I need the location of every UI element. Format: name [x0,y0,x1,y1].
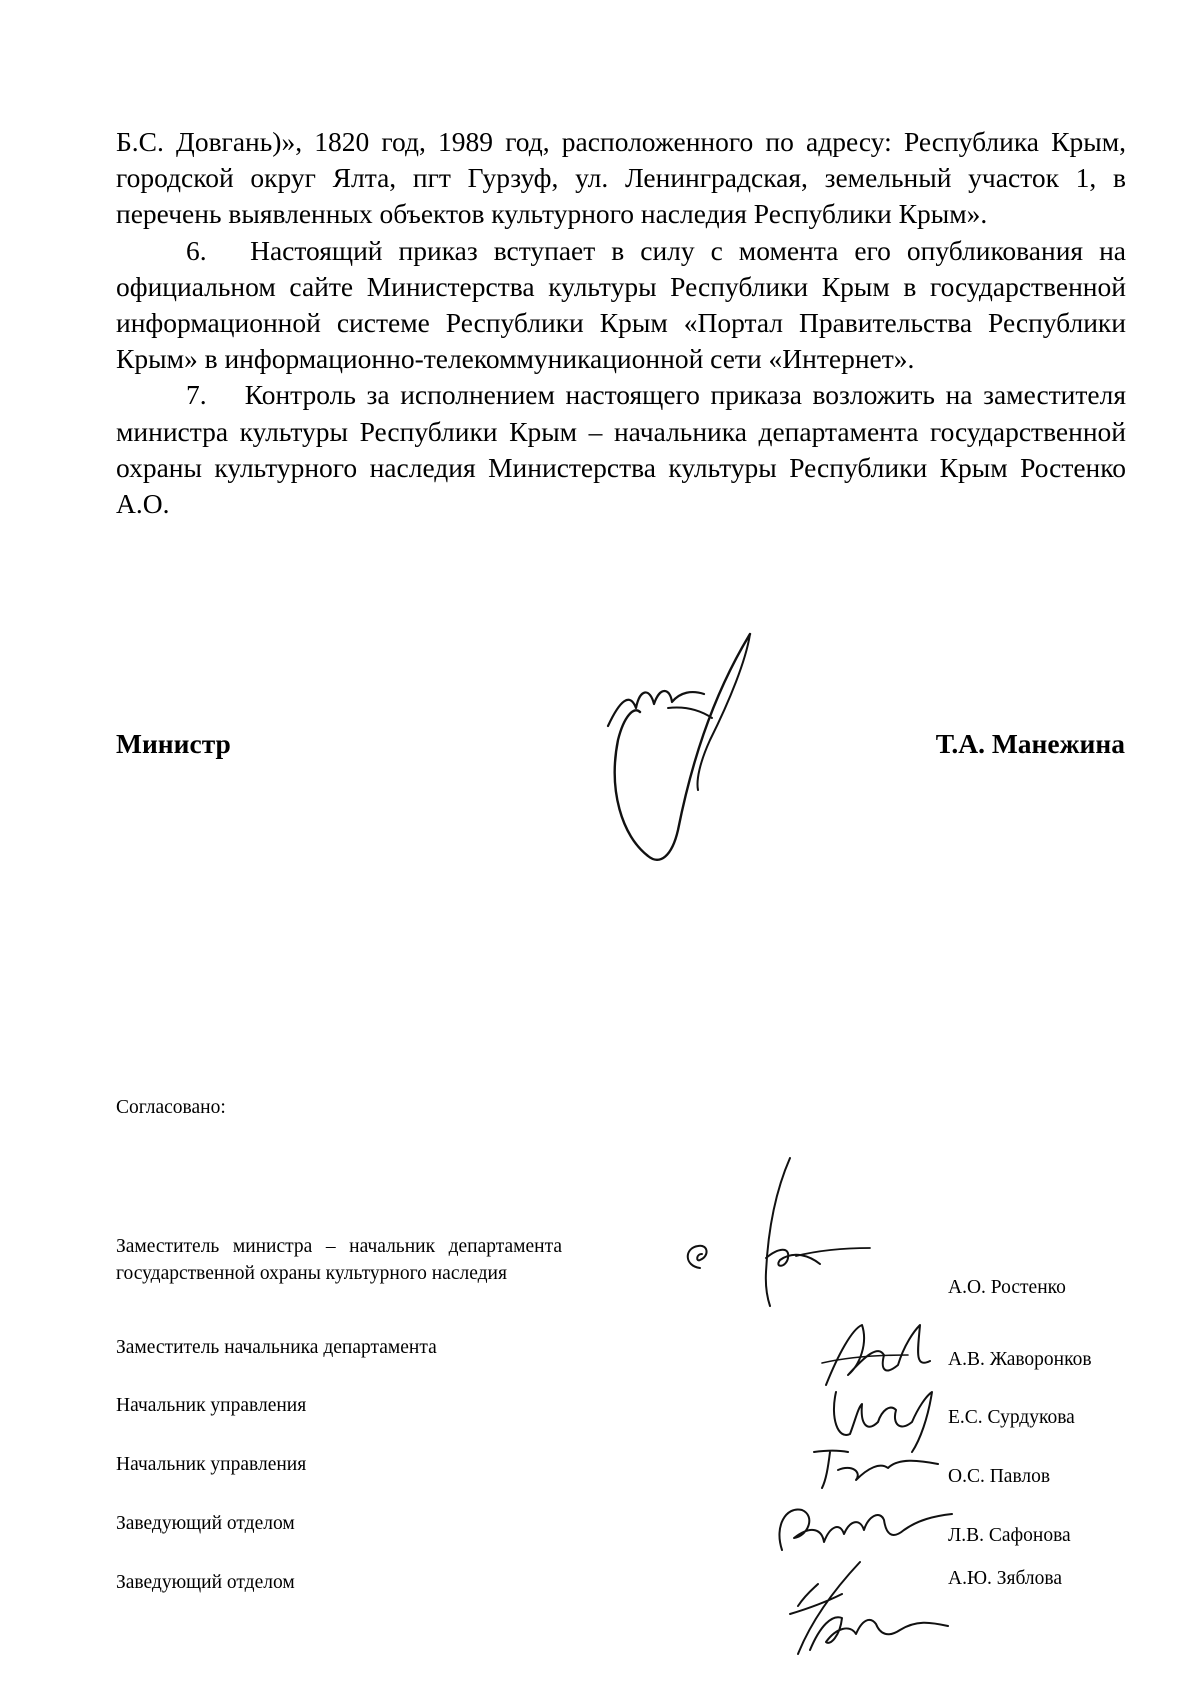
approver-position: Начальник управления [116,1454,307,1475]
signatory-title: Министр [116,728,231,759]
paragraph-item-6: 6. Настоящий приказ вступает в силу с момента его опубликования на официальном сайте Министерства культуры Республики Крым в государственной информационной системе Республики Крым «Портал Правительства Республики Крым» в информационно-телекоммуникационной сети «Интернет». [116,234,1126,375]
approver-position: Заведующий отделом [116,1572,295,1593]
approver-name: Л.В. Сафонова [948,1525,1071,1546]
approver-position: Заведующий отделом [116,1513,295,1534]
approver-name: А.В. Жаворонков [948,1349,1092,1370]
approver-name: А.Ю. Зяблова [948,1568,1063,1589]
approver-signature-pavlov [808,1438,948,1498]
approver-name: Е.С. Сурдукова [948,1407,1075,1428]
approval-heading: Согласовано: [116,1097,226,1118]
paragraph-item-7: 7. Контроль за исполнением настоящего приказа возложить на заместителя министра культуры Республики Крым – начальника департамента государственной охраны культурного наследия Министерства культуры Республики Крым Ростенко А.О. [116,379,1126,520]
approver-position: Заместитель начальника департамента [116,1337,437,1358]
approver-name: О.С. Павлов [948,1466,1051,1487]
document-body [116,124,1126,522]
approver-position: Заместитель министра – начальник департамента государственной охраны культурного наследия [116,1236,562,1284]
approver-signature-zyablova [770,1554,970,1664]
approver-name: А.О. Ростенко [948,1277,1066,1298]
approver-position: Начальник управления [116,1395,307,1416]
signatory-name: Т.А. Манежина [935,728,1125,759]
approver-signature-rostenko [670,1150,890,1310]
minister-signature [600,630,780,870]
paragraph-continuation: Б.С. Довгань)», 1820 год, 1989 год, расположенного по адресу: Республика Крым, городской округ Ялта, пгт Гурзуф, ул. Ленинградская, земельный участок 1, в перечень выявленных объектов культурного наследия Республики Крым». [116,126,1126,230]
